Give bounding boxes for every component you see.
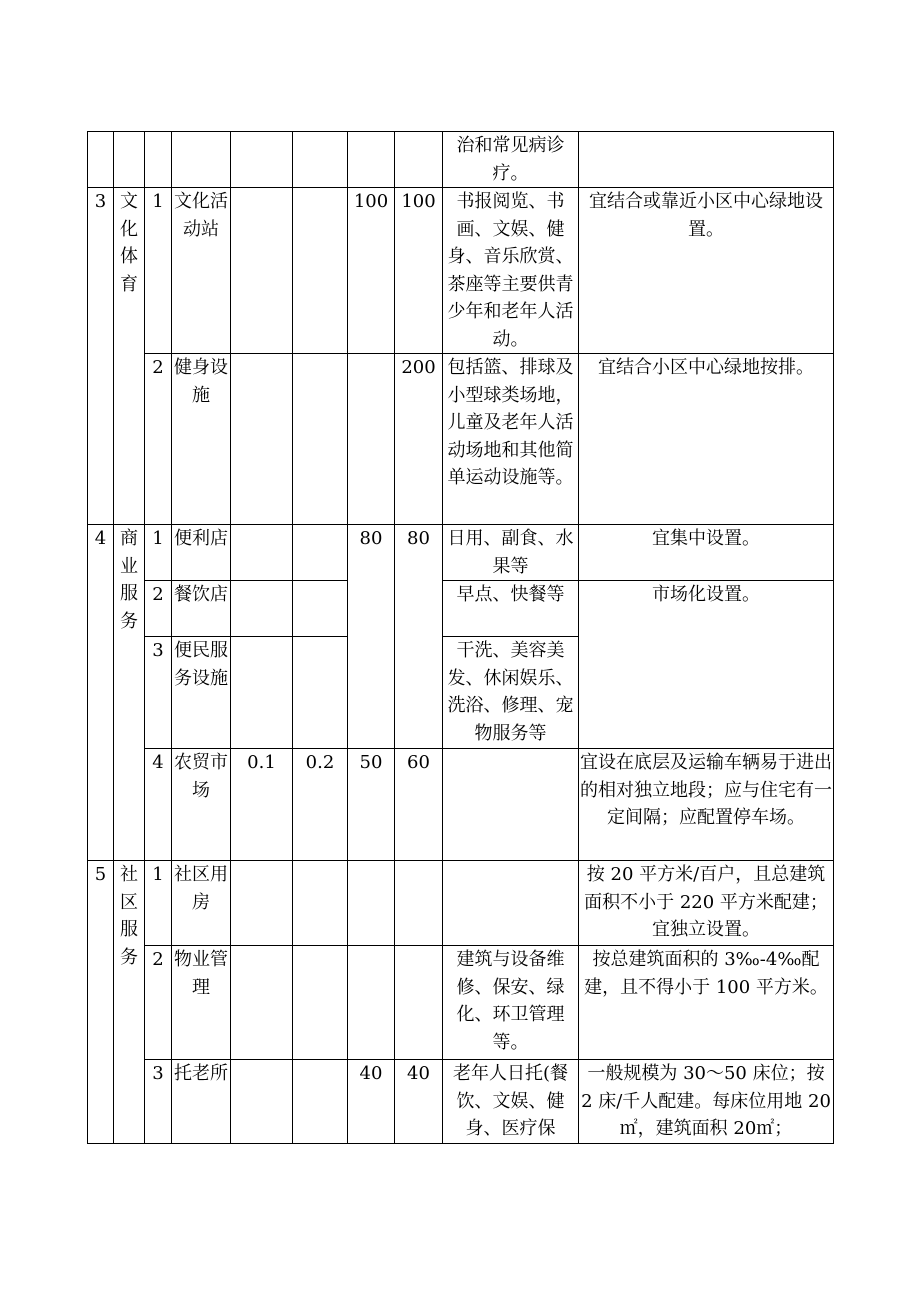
item-name: 托老所 — [172, 1060, 231, 1144]
table-cell — [348, 132, 395, 188]
setting-note: 按总建筑面积的 3‰-4‰配建，且不得小于 100 平方米。 — [579, 946, 834, 1060]
item-number: 1 — [145, 188, 172, 354]
value-cell — [231, 188, 293, 354]
table-row — [88, 749, 834, 861]
table-row — [88, 1060, 834, 1144]
table-cell — [172, 132, 231, 188]
item-number: 2 — [145, 581, 172, 637]
category-name: 文化体育 — [114, 188, 145, 525]
value-cell — [231, 861, 293, 946]
value-cell: 40 — [348, 1060, 395, 1144]
category-number: 3 — [88, 188, 114, 525]
item-number: 4 — [145, 749, 172, 861]
value-cell: 80 — [348, 525, 395, 749]
value-cell: 0.1 — [231, 749, 293, 861]
item-name: 餐饮店 — [172, 581, 231, 637]
item-number: 1 — [145, 525, 172, 581]
setting-note: 市场化设置。 — [579, 581, 834, 749]
value-cell: 80 — [395, 525, 443, 749]
service-content: 干洗、美容美发、休闲娱乐、洗浴、修理、宠物服务等 — [443, 637, 579, 749]
setting-note: 宜结合或靠近小区中心绿地设置。 — [579, 188, 834, 354]
value-cell — [395, 861, 443, 946]
value-cell — [293, 1060, 348, 1144]
item-name: 便民服务设施 — [172, 637, 231, 749]
value-cell: 60 — [395, 749, 443, 861]
setting-note: 宜结合小区中心绿地按排。 — [579, 354, 834, 525]
service-content: 书报阅览、书画、文娱、健身、音乐欣赏、茶座等主要供青少年和老年人活动。 — [443, 188, 579, 354]
item-name: 社区用房 — [172, 861, 231, 946]
category-name: 商业服务 — [114, 525, 145, 861]
service-content: 早点、快餐等 — [443, 581, 579, 637]
table-cell — [293, 132, 348, 188]
value-cell — [231, 637, 293, 749]
value-cell: 200 — [395, 354, 443, 525]
value-cell — [231, 525, 293, 581]
value-cell — [231, 354, 293, 525]
category-name: 社区服务 — [114, 861, 145, 1144]
item-name: 物业管理 — [172, 946, 231, 1060]
value-cell — [293, 581, 348, 637]
value-cell — [348, 946, 395, 1060]
value-cell — [293, 946, 348, 1060]
table-cell — [145, 132, 172, 188]
item-number: 3 — [145, 637, 172, 749]
item-name: 农贸市场 — [172, 749, 231, 861]
value-cell — [293, 861, 348, 946]
table-cell — [395, 132, 443, 188]
item-name: 文化活动站 — [172, 188, 231, 354]
service-content — [443, 749, 579, 861]
table-cell — [579, 132, 834, 188]
item-number: 2 — [145, 354, 172, 525]
setting-note: 一般规模为 30～50 床位；按 2 床/千人配建。每床位用地 20㎡，建筑面积 20㎡； — [579, 1060, 834, 1144]
item-number: 2 — [145, 946, 172, 1060]
item-number: 1 — [145, 861, 172, 946]
value-cell — [231, 1060, 293, 1144]
value-cell — [231, 581, 293, 637]
service-content: 包括篮、排球及小型球类场地，儿童及老年人活动场地和其他简单运动设施等。 — [443, 354, 579, 525]
item-number: 3 — [145, 1060, 172, 1144]
service-content: 日用、副食、水果等 — [443, 525, 579, 581]
value-cell — [293, 188, 348, 354]
value-cell — [231, 946, 293, 1060]
table-cell — [231, 132, 293, 188]
table-row — [88, 188, 834, 354]
value-cell: 40 — [395, 1060, 443, 1144]
service-content: 老年人日托(餐饮、文娱、健身、医疗保 — [443, 1060, 579, 1144]
setting-note: 宜集中设置。 — [579, 525, 834, 581]
value-cell — [348, 354, 395, 525]
table-cell — [114, 132, 145, 188]
table-row — [88, 861, 834, 946]
value-cell — [293, 637, 348, 749]
table-row — [88, 946, 834, 1060]
service-content — [443, 861, 579, 946]
value-cell: 0.2 — [293, 749, 348, 861]
table-cell — [88, 132, 114, 188]
setting-note: 按 20 平方米/百户，且总建筑面积不小于 220 平方米配建；宜独立设置。 — [579, 861, 834, 946]
table-row — [88, 525, 834, 581]
value-cell — [293, 354, 348, 525]
setting-note: 宜设在底层及运输车辆易于进出的相对独立地段；应与住宅有一定间隔；应配置停车场。 — [579, 749, 834, 861]
category-number: 5 — [88, 861, 114, 1144]
item-name: 便利店 — [172, 525, 231, 581]
category-number: 4 — [88, 525, 114, 861]
value-cell: 50 — [348, 749, 395, 861]
service-content: 治和常见病诊疗。 — [443, 132, 579, 188]
item-name: 健身设施 — [172, 354, 231, 525]
table-row — [88, 354, 834, 525]
table-row — [88, 132, 834, 188]
service-content: 建筑与设备维修、保安、绿化、环卫管理等。 — [443, 946, 579, 1060]
value-cell: 100 — [395, 188, 443, 354]
facility-spec-table — [87, 131, 834, 1144]
table-row — [88, 581, 834, 637]
value-cell — [348, 861, 395, 946]
value-cell: 100 — [348, 188, 395, 354]
value-cell — [395, 946, 443, 1060]
value-cell — [293, 525, 348, 581]
